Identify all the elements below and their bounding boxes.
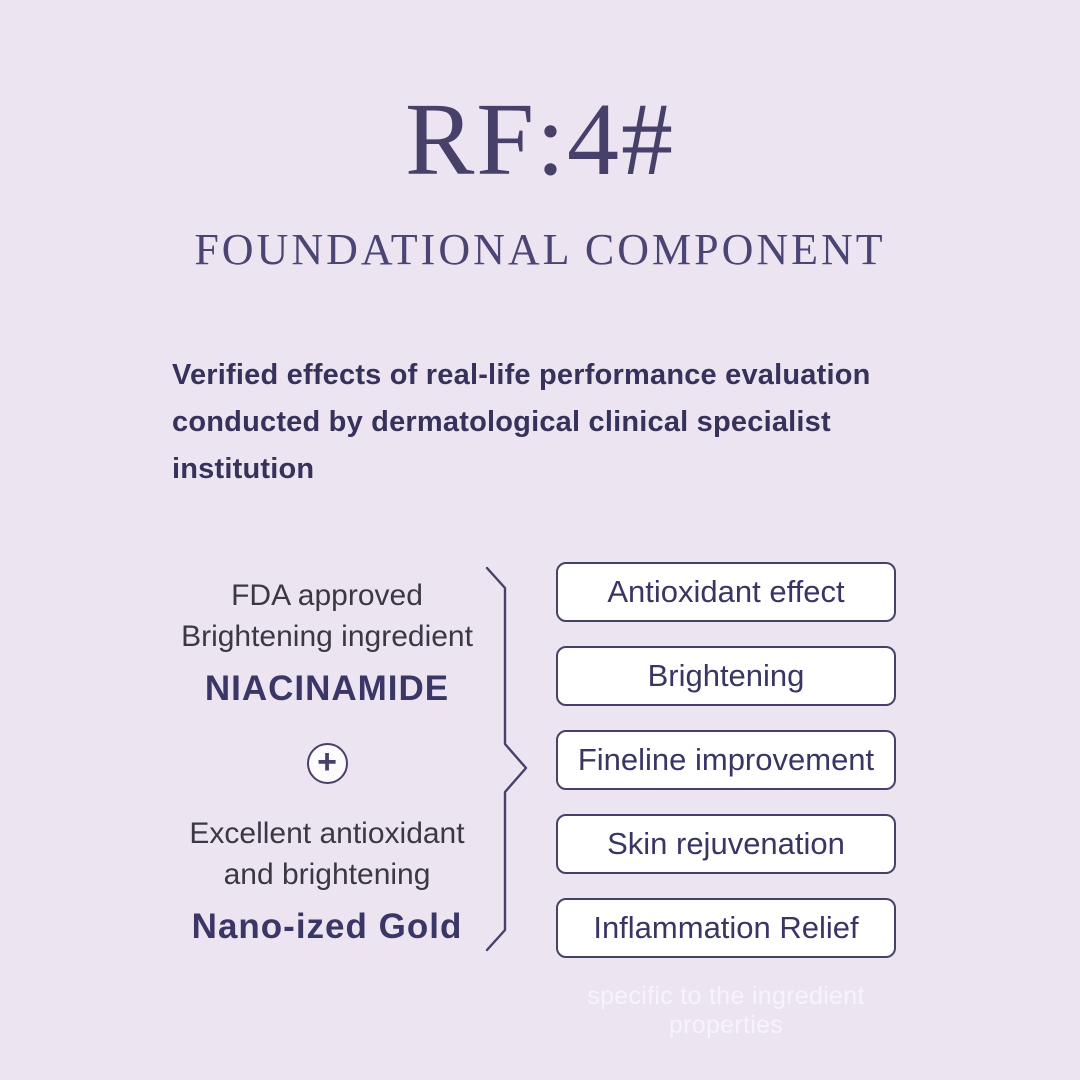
effect-box-inflammation bbox=[556, 898, 896, 958]
effect-box-rejuvenation bbox=[556, 814, 896, 874]
ingredient-2-description-line: Excellent antioxidant bbox=[189, 817, 465, 850]
brace-connector bbox=[480, 558, 530, 958]
intro-paragraph bbox=[172, 352, 992, 493]
plus-glyph: + bbox=[317, 743, 337, 781]
ingredient-2-name: Nano-ized Gold bbox=[191, 907, 463, 946]
intro-line: institution bbox=[172, 453, 315, 485]
ingredient-2-description bbox=[150, 813, 504, 895]
effect-box-brightening bbox=[556, 646, 896, 706]
intro-line: Verified effects of real-life performance evaluation bbox=[172, 359, 871, 391]
page-title: RF:4# bbox=[404, 82, 676, 197]
ingredient-column bbox=[150, 575, 504, 951]
effect-label: Skin rejuvenation bbox=[607, 826, 845, 861]
effects-column bbox=[556, 562, 896, 958]
plus-icon bbox=[307, 743, 348, 784]
effects-footnote: specific to the ingredient properties bbox=[587, 982, 865, 1039]
ingredient-1-description-line: FDA approved bbox=[231, 579, 423, 612]
effect-box-antioxidant bbox=[556, 562, 896, 622]
intro-line: conducted by dermatological clinical specialist bbox=[172, 406, 831, 438]
plus-icon-wrap bbox=[150, 743, 504, 789]
ingredient-1-description bbox=[150, 575, 504, 657]
effect-label: Brightening bbox=[647, 658, 805, 693]
page-subtitle: FOUNDATIONAL COMPONENT bbox=[194, 225, 886, 274]
ingredient-1-description-line: Brightening ingredient bbox=[181, 620, 473, 653]
effect-label: Antioxidant effect bbox=[607, 574, 845, 609]
effect-label: Fineline improvement bbox=[577, 742, 875, 777]
ingredient-1-name: NIACINAMIDE bbox=[204, 669, 450, 708]
effect-label: Inflammation Relief bbox=[593, 910, 859, 945]
ingredient-2-description-line: and brightening bbox=[223, 858, 431, 891]
effect-box-fineline bbox=[556, 730, 896, 790]
